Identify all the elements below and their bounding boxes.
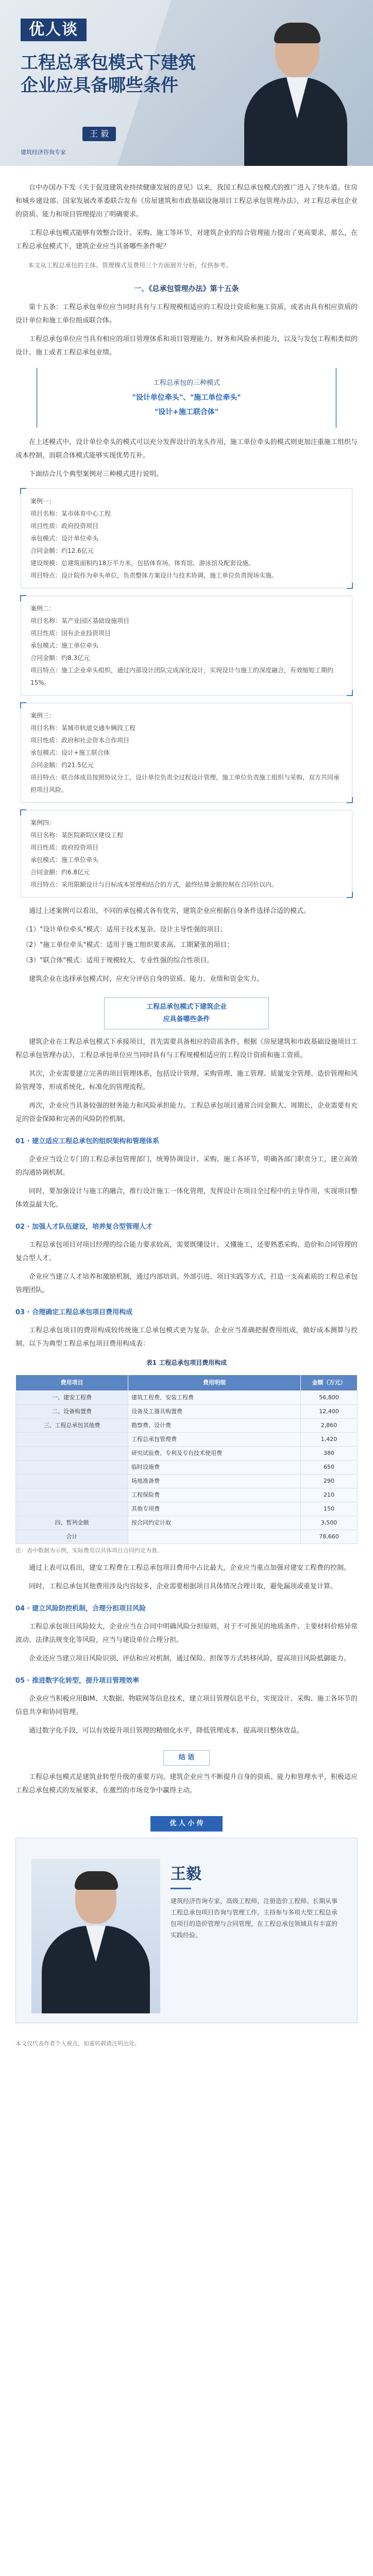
table-cell-group: 一、建安工程费 (16, 1391, 128, 1405)
case-line: 承包模式：设计单位牵头 (30, 535, 99, 542)
table-cell-item: 临时设施费 (128, 1461, 301, 1475)
table-row (16, 1433, 358, 1447)
case-line: 项目特点：采用限额设计与目标成本管理相结合的方式，最终结算金额控制在合同价以内。 (30, 881, 278, 888)
body-paragraph: 通过上表可以看出，建安工程费在工程总承包项目费用中占比最大，企业应当重点加强对建安工程费的控制。 (29, 1564, 351, 1572)
body-paragraph: 工程总承包项目的费用构成较传统施工总承包模式更为复杂，企业应当准确把握费用组成，做好成本测算与控制。以下为典型工程总承包项目费用构成表： (15, 1327, 358, 1348)
table-row (16, 1475, 358, 1488)
table-body (16, 1391, 358, 1544)
table-cell-group (16, 1447, 128, 1461)
intro-paragraph: 自中办国办下发《关于促进建筑业持续健康发展的意见》以来，我国工程总承包模式的推广进入了快车道。住房和城乡建设部、国家发展改革委联合发布《房屋建筑和市政基础设施项目工程总承包管理办法》，对工程总承包企业的资质、能力和项目管理提出了明确要求。 (15, 184, 358, 218)
body-paragraph: 建筑企业在工程总承包模式下承接项目，首先需要具备相应的资质条件。根据《房屋建筑和市政基础设施项目工程总承包管理办法》，工程总承包单位应当同时具有与工程规模相适应的工程设计资质和施工资质。 (15, 1038, 358, 1059)
section-title-text: 《总承包管理办法》第十五条 (148, 285, 239, 293)
table-row (16, 1391, 358, 1405)
case-line: 项目名称：某市体育中心工程 (30, 510, 111, 517)
footer-note: 本文仅代表作者个人观点，如需转载请注明出处。 (15, 2040, 140, 2047)
article-headline: 工程总承包模式下建筑企业应具备哪些条件 (21, 53, 196, 96)
table-cell-amount: 210 (301, 1488, 358, 1502)
author-section-header: 优 人 小 传 (150, 1816, 223, 1832)
body-paragraph: 企业还应当建立项目风险识别、评估和应对机制，通过保险、担保等方式转移风险，提高项目风险抵御能力。 (29, 1655, 351, 1663)
divider (171, 1888, 191, 1889)
body-paragraph: 第十五条：工程总承包单位应当同时具有与工程规模相适应的工程设计资质和施工资质，或者由具有相应资质的设计单位和施工单位组成联合体。 (15, 303, 358, 325)
case-line: 案例一： (30, 498, 56, 505)
body-paragraph: 建筑企业在选择承包模式时，应充分评估自身的资质、能力、业绩和资金实力。 (29, 975, 264, 983)
section-heading-box (104, 997, 269, 1029)
table-note: 注：表中数据为示例，实际费用以具体项目合同约定为准。 (15, 1547, 163, 1554)
subsection-title: 02 · 加强人才队伍建设，培养复合型管理人才 (15, 1223, 153, 1231)
table-cell-amount: 650 (301, 1461, 358, 1475)
case-line: 项目性质：政府投资项目 (30, 522, 99, 530)
body-paragraph: 工程总承包项目对项目经理的综合能力要求较高，需要既懂设计、又懂施工，还要熟悉采购、造价和合同管理的复合型人才。 (15, 1241, 358, 1262)
table-cell-group: 三、工程总承包其他费 (16, 1419, 128, 1433)
table-cell-item: 建筑工程费、安装工程费 (128, 1391, 301, 1405)
list-item: （1）"设计单位牵头"模式：适用于技术复杂、设计主导性强的项目； (22, 926, 227, 934)
table-cell-amount: 1,420 (301, 1433, 358, 1447)
table-cell-amount: 12,400 (301, 1405, 358, 1419)
table-cell-amount: 150 (301, 1502, 358, 1516)
cost-table (15, 1375, 358, 1544)
table-cell-group: 二、设备购置费 (16, 1405, 128, 1419)
table-cell-item: 其他专项费 (128, 1502, 301, 1516)
body-paragraph: 同时，工程总承包其他费用涉及内容较多，企业需要根据项目具体情况合理计取，避免漏项或重复计算。 (29, 1583, 337, 1590)
case-line: 合同金额：约6.8亿元 (30, 869, 90, 876)
table-cell-item: 设备及工器具购置费 (128, 1405, 301, 1419)
table-cell-group: 合计 (16, 1530, 128, 1544)
author-name: 王毅 (171, 1865, 201, 1883)
table-cell-group: 四、暂列金额 (16, 1516, 128, 1530)
body-paragraph: 通过数字化手段，可以有效提升项目管理的精细化水平，降低管理成本，提高项目整体效益。 (29, 1727, 304, 1735)
author-name-pill: 王 毅 (82, 127, 116, 141)
case-line: 项目性质：政府投资项目 (30, 844, 99, 851)
highlight-quote (36, 368, 337, 428)
case-line: 项目名称：某城市轨道交通车辆段工程 (30, 724, 136, 732)
table-cell-amount: 56,800 (301, 1391, 358, 1405)
header-banner (0, 0, 373, 166)
conclusion-label: 结 语 (163, 1750, 210, 1766)
table-cell-item: 勘察费、设计费 (128, 1419, 301, 1433)
conclusion-paragraph: 工程总承包模式是建筑业转型升级的重要方向。建筑企业应当不断提升自身的资质、能力和管理水平，积极适应工程总承包模式的发展要求，在激烈的市场竞争中赢得主动。 (15, 1773, 358, 1794)
table-cell-group (16, 1502, 128, 1516)
table-header-row (16, 1375, 358, 1391)
case-line: 案例三： (30, 712, 56, 719)
case-box (21, 703, 352, 803)
subsection-title: 01 · 建立适应工程总承包的组织架构和管理体系 (15, 1138, 160, 1145)
case-line: 承包模式：施工单位牵头 (30, 856, 99, 863)
section-title (15, 282, 358, 296)
body-paragraph: 再次，企业应当具备较强的财务能力和风险承担能力。工程总承包项目通常合同金额大、周期长，企业需要有充足的资金保障和完善的风险防控机制。 (15, 1102, 358, 1123)
quote-line: "设计+施工联合体" (154, 408, 219, 416)
case-line: 项目特点：施工企业牵头组织，通过内部设计团队完成深化设计，实现设计与施工的深度融合，有效缩短工期约15%。 (30, 667, 334, 686)
case-line: 项目特点：联合体成员按照协议分工，设计单位负责全过程设计管理，施工单位负责施工组织与采购，双方共同承担项目风险。 (30, 774, 340, 793)
case-box (21, 488, 352, 588)
list-item: （3）"联合体"模式：适用于规模较大、专业性强的综合性项目。 (22, 957, 214, 964)
author-bio: 建筑经济咨询专家，高级工程师，注册造价工程师。长期从事工程总承包项目咨询与管理工作，主持参与多项大型工程总承包项目的造价管理与合同管理，在工程总承包领域具有丰富的实践经验。 (171, 1897, 338, 1939)
case-line: 承包模式：施工单位牵头 (30, 642, 99, 649)
case-box (21, 596, 352, 696)
intro-note: 本文从工程总承包的主体、管理模式及费用三个方面展开分析，仅供参考。 (28, 262, 232, 269)
table-cell-amount: 2,860 (301, 1419, 358, 1433)
case-line: 项目性质：政府和社会资本合作项目 (30, 737, 130, 744)
table-cell-group (16, 1475, 128, 1488)
body-paragraph: 企业应当积极应用BIM、大数据、物联网等信息技术，建立项目管理信息平台，实现设计、采购、施工各环节的信息共享和协同管理。 (15, 1695, 358, 1716)
body-paragraph: 同时，要加强设计与施工的融合，推行设计施工一体化管理，发挥设计在项目全过程中的主导作用，实现项目整体效益最大化。 (15, 1188, 358, 1209)
table-cell-group (16, 1488, 128, 1502)
table-header-cell: 费用明细 (128, 1375, 301, 1391)
case-line: 合同金额：约21.5亿元 (30, 761, 94, 769)
case-line: 建设规模：总建筑面积约18万平方米，包括体育场、体育馆、游泳馆及配套设施。 (30, 560, 255, 567)
table-cell-item: 场地准备费 (128, 1475, 301, 1488)
list-item: （2）"施工单位牵头"模式：适用于施工组织要求高、工期紧张的项目； (22, 941, 234, 949)
body-paragraph: 企业应当建立人才培养和激励机制，通过内部培训、外部引进、项目实践等方式，打造一支高素质的工程总承包管理团队。 (15, 1273, 358, 1294)
subsection-title: 03 · 合理确定工程总承包项目费用构成 (15, 1309, 133, 1316)
case-line: 合同金额：约8.3亿元 (30, 654, 90, 662)
quote-title: 工程总承包的三种模式 (152, 379, 220, 387)
section-heading-line: 应具备哪些条件 (163, 1015, 210, 1023)
table-row (16, 1405, 358, 1419)
table-cell-item: 按合同约定计取 (128, 1516, 301, 1530)
case-line: 项目名称：某产业园区基础设施项目 (30, 617, 130, 624)
author-subtitle: 建筑经济咨询专家 (21, 149, 66, 156)
author-photo (31, 1859, 160, 2013)
table-row (16, 1488, 358, 1502)
table-cell-group (16, 1433, 128, 1447)
body-paragraph: 工程总承包项目风险较大，企业应当在合同中明确风险分担原则，对于不可预见的地质条件、主要材料价格异常波动、法律法规变化等风险，应当与建设单位合理分担。 (15, 1623, 358, 1644)
table-title: 表1 工程总承包项目费用构成 (146, 1359, 227, 1366)
subsection-title: 04 · 建立风险防控机制，合理分担项目风险 (15, 1605, 146, 1613)
table-row (16, 1530, 358, 1544)
quote-line: "设计单位牵头"、"施工单位牵头" (132, 394, 241, 402)
case-line: 合同金额：约12.6亿元 (30, 547, 94, 554)
intro-paragraph: 工程总承包模式能够有效整合设计、采购、施工等环节，对建筑企业的综合管理能力提出了更高要求。那么，在工程总承包模式下，建筑企业应当具备哪些条件呢？ (15, 229, 358, 250)
photo-hair (75, 1871, 118, 1890)
case-line: 承包模式：设计+施工联合体 (30, 749, 110, 756)
body-paragraph: 其次，企业需要建立完善的项目管理体系，包括设计管理、采购管理、施工管理、质量安全管理、造价管理和风险管理等，形成系统化、标准化的管理流程。 (15, 1070, 358, 1091)
portrait-hair (274, 23, 320, 43)
table-row (16, 1461, 358, 1475)
table-row (16, 1447, 358, 1461)
case-box (21, 810, 352, 897)
table-cell-item: 研究试验费、专利及专有技术使用费 (128, 1447, 301, 1461)
table-cell-amount: 78,660 (301, 1530, 358, 1544)
table-cell-group (16, 1461, 128, 1475)
case-line: 项目性质：国有企业投资项目 (30, 630, 111, 637)
author-info (171, 1864, 341, 1941)
brand-label: 优人谈 (21, 19, 87, 41)
table-row (16, 1502, 358, 1516)
body-paragraph: 通过上述案例可以看出，不同的承包模式各有优劣，建筑企业应根据自身条件选择合适的模式。 (29, 907, 311, 915)
body-paragraph: 工程总承包单位应当具有相应的项目管理体系和项目管理能力、财务和风险承担能力，以及与发包工程相类似的设计、施工或者工程总承包业绩。 (15, 335, 358, 357)
case-line: 项目名称：某医院新院区建设工程 (30, 832, 124, 839)
case-line: 案例四： (30, 819, 56, 826)
case-line: 项目特点：设计院作为牵头单位，负责整体方案设计与技术协调，施工单位负责现场实施。 (30, 572, 278, 579)
table-header-cell: 费用项目 (16, 1375, 128, 1391)
body-paragraph: 企业应当设立专门的工程总承包管理部门，统筹协调设计、采购、施工各环节，明确各部门职责分工，建立高效的沟通协调机制。 (15, 1156, 358, 1177)
table-cell-item: 工程保险费 (128, 1488, 301, 1502)
table-cell-amount: 290 (301, 1475, 358, 1488)
table-cell-item: 工程总承包管理费 (128, 1433, 301, 1447)
subsection-title: 05 · 推进数字化转型，提升项目管理效率 (15, 1677, 140, 1685)
table-cell-amount: 3,500 (301, 1516, 358, 1530)
table-row (16, 1516, 358, 1530)
author-portrait (239, 21, 352, 166)
section-number: 一、 (134, 285, 149, 293)
body-paragraph: 在上述模式中，设计单位牵头的模式可以充分发挥设计的龙头作用，施工单位牵头的模式则更加注重施工组织与成本控制，而联合体模式能够实现优势互补。 (15, 438, 358, 460)
section-heading-line: 工程总承包模式下建筑企业 (146, 1003, 227, 1011)
table-row (16, 1419, 358, 1433)
table-cell-item (128, 1530, 301, 1544)
body-paragraph: 下面结合几个典型案例对三种模式进行说明。 (29, 470, 163, 478)
author-card (15, 1838, 358, 2023)
article-body (0, 166, 373, 1798)
table-header-cell: 金额（万元） (301, 1375, 358, 1391)
table-cell-amount: 380 (301, 1447, 358, 1461)
case-line: 案例二： (30, 605, 56, 612)
